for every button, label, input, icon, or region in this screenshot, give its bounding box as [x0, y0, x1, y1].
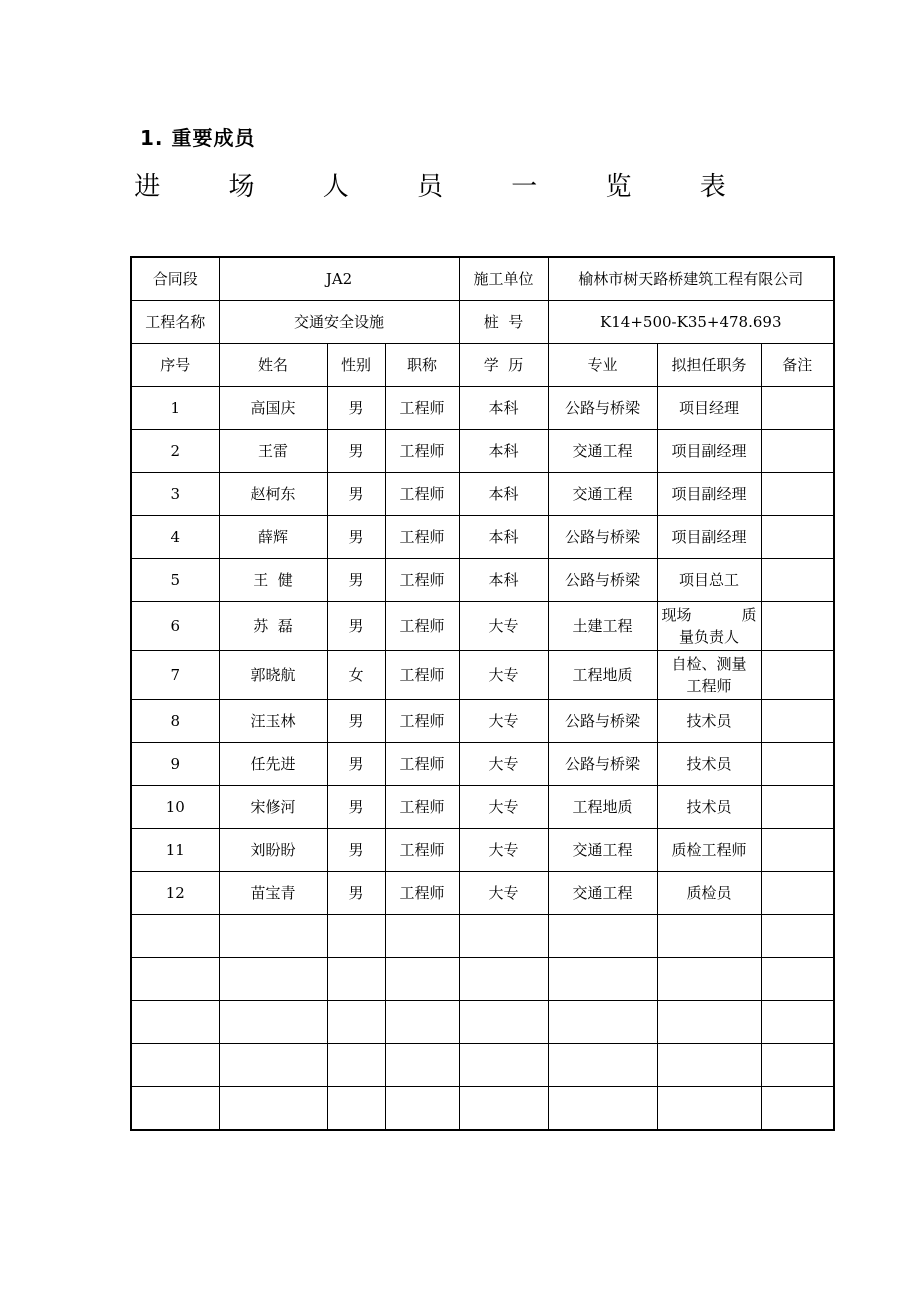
row-role-line1b: 质 [741, 606, 757, 624]
empty-cell [219, 1044, 327, 1087]
table-row [131, 829, 834, 872]
row-role-line2: 量负责人 [679, 628, 740, 646]
row-major: 交通工程 [548, 430, 657, 473]
row-education: 本科 [459, 516, 548, 559]
empty-cell [548, 1001, 657, 1044]
row-gender: 男 [327, 602, 385, 651]
empty-cell [459, 1087, 548, 1131]
row-name: 任先进 [219, 743, 327, 786]
row-gender: 男 [327, 786, 385, 829]
row-title: 工程师 [385, 651, 459, 700]
empty-cell [548, 1087, 657, 1131]
page-title-text: 进 场 人 员 一 览 表 [134, 172, 756, 202]
empty-cell [131, 1001, 219, 1044]
row-education: 大专 [459, 786, 548, 829]
info-row-project [131, 301, 834, 344]
col-header-gender: 性别 [327, 344, 385, 387]
empty-cell [219, 1087, 327, 1131]
row-education: 本科 [459, 473, 548, 516]
row-major: 公路与桥梁 [548, 516, 657, 559]
row-note [761, 387, 834, 430]
row-major: 工程地质 [548, 651, 657, 700]
row-no: 8 [131, 700, 219, 743]
row-role: 技术员 [657, 700, 761, 743]
empty-cell [761, 915, 834, 958]
table-row [131, 559, 834, 602]
row-name: 刘盼盼 [219, 829, 327, 872]
row-role: 项目副经理 [657, 473, 761, 516]
empty-row [131, 1087, 834, 1131]
table-row [131, 786, 834, 829]
col-header-name: 姓名 [219, 344, 327, 387]
table-row [131, 473, 834, 516]
empty-cell [327, 1001, 385, 1044]
col-header-no: 序号 [131, 344, 219, 387]
row-major: 交通工程 [548, 473, 657, 516]
row-role: 技术员 [657, 786, 761, 829]
row-name: 薛辉 [219, 516, 327, 559]
row-no: 1 [131, 387, 219, 430]
empty-cell [219, 1001, 327, 1044]
row-no: 3 [131, 473, 219, 516]
row-no: 6 [131, 602, 219, 651]
row-major: 交通工程 [548, 829, 657, 872]
row-title: 工程师 [385, 602, 459, 651]
row-education: 大专 [459, 651, 548, 700]
empty-row [131, 958, 834, 1001]
personnel-table [130, 256, 835, 1131]
row-name: 宋修河 [219, 786, 327, 829]
empty-cell [385, 1087, 459, 1131]
header-row [131, 344, 834, 387]
contract-label: 合同段 [131, 257, 219, 301]
empty-cell [327, 1044, 385, 1087]
row-role: 质检员 [657, 872, 761, 915]
empty-cell [327, 958, 385, 1001]
row-education: 本科 [459, 430, 548, 473]
row-major: 公路与桥梁 [548, 387, 657, 430]
row-major: 公路与桥梁 [548, 559, 657, 602]
col-header-major: 专业 [548, 344, 657, 387]
row-role: 项目副经理 [657, 516, 761, 559]
row-role-wrap [658, 604, 761, 648]
empty-cell [459, 958, 548, 1001]
empty-row [131, 1001, 834, 1044]
empty-cell [131, 1044, 219, 1087]
row-gender: 男 [327, 700, 385, 743]
row-note [761, 430, 834, 473]
row-gender: 女 [327, 651, 385, 700]
row-title: 工程师 [385, 743, 459, 786]
col-header-note: 备注 [761, 344, 834, 387]
row-role-line1: 自检、测量 [671, 655, 747, 673]
row-no: 7 [131, 651, 219, 700]
row-education: 大专 [459, 700, 548, 743]
empty-cell [385, 1001, 459, 1044]
row-name: 王 健 [219, 559, 327, 602]
table-row [131, 743, 834, 786]
project-value: 交通安全设施 [219, 301, 459, 344]
row-major: 工程地质 [548, 786, 657, 829]
row-name: 郭晓航 [219, 651, 327, 700]
table-row [131, 602, 834, 651]
row-note [761, 743, 834, 786]
row-major: 公路与桥梁 [548, 743, 657, 786]
pile-value: K14+500-K35+478.693 [548, 301, 834, 344]
col-header-education: 学 历 [459, 344, 548, 387]
col-header-role: 拟担任职务 [657, 344, 761, 387]
row-gender: 男 [327, 473, 385, 516]
empty-row [131, 1044, 834, 1087]
row-role [657, 602, 761, 651]
row-education: 大专 [459, 872, 548, 915]
empty-cell [657, 915, 761, 958]
row-title: 工程师 [385, 516, 459, 559]
empty-cell [459, 1044, 548, 1087]
row-major: 土建工程 [548, 602, 657, 651]
empty-cell [657, 1001, 761, 1044]
row-education: 大专 [459, 829, 548, 872]
row-no: 5 [131, 559, 219, 602]
empty-cell [327, 1087, 385, 1131]
empty-cell [385, 1044, 459, 1087]
row-gender: 男 [327, 829, 385, 872]
row-gender: 男 [327, 872, 385, 915]
row-name: 高国庆 [219, 387, 327, 430]
empty-row [131, 915, 834, 958]
table-row [131, 651, 834, 700]
empty-cell [131, 915, 219, 958]
row-title: 工程师 [385, 872, 459, 915]
row-note [761, 872, 834, 915]
row-role [657, 651, 761, 700]
table-row [131, 872, 834, 915]
row-name: 苏 磊 [219, 602, 327, 651]
unit-label: 施工单位 [459, 257, 548, 301]
info-row-contract [131, 257, 834, 301]
empty-cell [657, 1087, 761, 1131]
row-no: 10 [131, 786, 219, 829]
row-name: 赵柯东 [219, 473, 327, 516]
row-note [761, 473, 834, 516]
empty-cell [327, 915, 385, 958]
unit-value: 榆林市树天路桥建筑工程有限公司 [548, 257, 834, 301]
row-note [761, 516, 834, 559]
row-role: 技术员 [657, 743, 761, 786]
row-note [761, 559, 834, 602]
contract-value: JA2 [219, 257, 459, 301]
row-role-line1 [662, 604, 757, 626]
table-row [131, 516, 834, 559]
row-no: 12 [131, 872, 219, 915]
table-row [131, 430, 834, 473]
col-header-title: 职称 [385, 344, 459, 387]
empty-cell [548, 958, 657, 1001]
pile-label: 桩 号 [459, 301, 548, 344]
page-title [0, 166, 920, 203]
empty-cell [219, 915, 327, 958]
row-title: 工程师 [385, 700, 459, 743]
row-name: 苗宝青 [219, 872, 327, 915]
empty-cell [761, 1001, 834, 1044]
section-heading: 1. 重要成员 [140, 126, 256, 150]
row-no: 11 [131, 829, 219, 872]
row-note [761, 651, 834, 700]
row-gender: 男 [327, 516, 385, 559]
row-major: 交通工程 [548, 872, 657, 915]
row-title: 工程师 [385, 430, 459, 473]
empty-cell [385, 915, 459, 958]
row-no: 4 [131, 516, 219, 559]
row-title: 工程师 [385, 786, 459, 829]
table-row [131, 700, 834, 743]
row-no: 9 [131, 743, 219, 786]
empty-cell [548, 915, 657, 958]
row-name: 汪玉林 [219, 700, 327, 743]
row-gender: 男 [327, 559, 385, 602]
row-title: 工程师 [385, 829, 459, 872]
row-name: 王雷 [219, 430, 327, 473]
row-gender: 男 [327, 430, 385, 473]
row-no: 2 [131, 430, 219, 473]
row-title: 工程师 [385, 473, 459, 516]
table-row [131, 387, 834, 430]
empty-cell [385, 958, 459, 1001]
row-major: 公路与桥梁 [548, 700, 657, 743]
row-education: 本科 [459, 387, 548, 430]
row-education: 大专 [459, 602, 548, 651]
row-note [761, 700, 834, 743]
row-note [761, 602, 834, 651]
empty-cell [657, 1044, 761, 1087]
empty-cell [761, 958, 834, 1001]
empty-cell [657, 958, 761, 1001]
row-education: 大专 [459, 743, 548, 786]
row-role: 质检工程师 [657, 829, 761, 872]
row-role-line2: 工程师 [686, 677, 732, 695]
row-gender: 男 [327, 743, 385, 786]
empty-cell [131, 958, 219, 1001]
row-title: 工程师 [385, 387, 459, 430]
empty-cell [459, 1001, 548, 1044]
row-role-line1a: 现场 [661, 606, 692, 624]
row-role: 项目副经理 [657, 430, 761, 473]
empty-cell [219, 958, 327, 1001]
empty-cell [131, 1087, 219, 1131]
empty-cell [761, 1044, 834, 1087]
row-title: 工程师 [385, 559, 459, 602]
row-role: 项目总工 [657, 559, 761, 602]
row-role: 项目经理 [657, 387, 761, 430]
row-note [761, 829, 834, 872]
empty-cell [459, 915, 548, 958]
empty-cell [761, 1087, 834, 1131]
row-education: 本科 [459, 559, 548, 602]
row-gender: 男 [327, 387, 385, 430]
empty-cell [548, 1044, 657, 1087]
row-note [761, 786, 834, 829]
project-label: 工程名称 [131, 301, 219, 344]
